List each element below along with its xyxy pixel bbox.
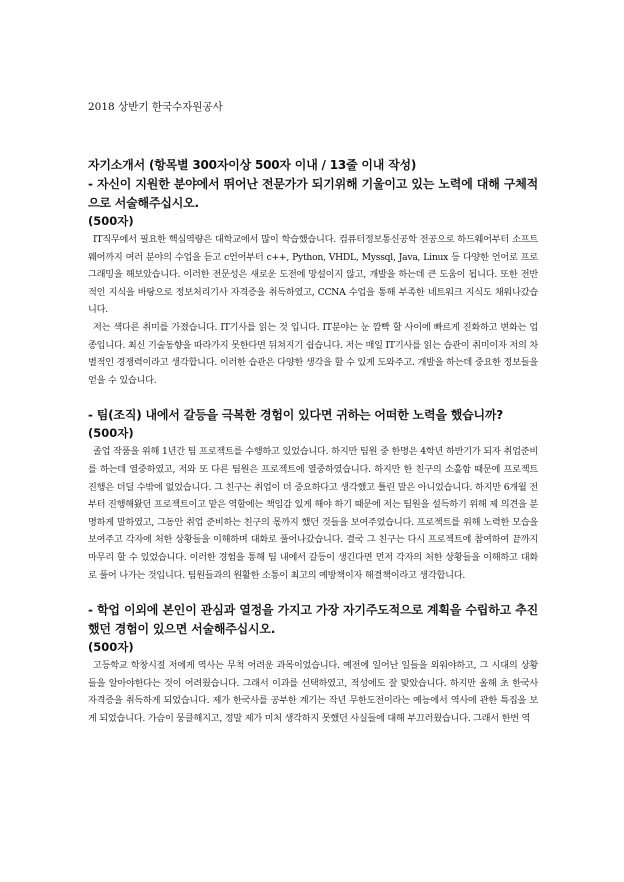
char-limit-3: (500자) bbox=[88, 640, 134, 655]
section-2 bbox=[88, 406, 538, 584]
answer-1-paragraph-2: 저는 색다른 취미를 가졌습니다. IT기사를 읽는 것 입니다. IT분야는 눈 깜빡 할 사이에 빠르게 진화하고 변화는 업종입니다. 최신 기술동향을 따라가지 못한다면 뒤쳐지기 쉽습니다. 저는 매일 IT기사를 읽는 습관이 취미이자 저의 차별적인 경쟁력이라고 생각합니다. 이러한 습관은 다양한 생각을 할 수 있게 도와주고. 개발을 하는데 중요한 정보들을 얻을 수 있습니다. bbox=[88, 321, 538, 386]
section-3 bbox=[88, 601, 538, 727]
document-header: 2018 상반기 한국수자원공사 bbox=[88, 101, 223, 113]
question-1: - 자신이 지원한 분야에서 뛰어난 전문가가 되기위해 기울이고 있는 노력에 대해 구체적으로 서술해주십시오. bbox=[88, 177, 538, 210]
question-3: - 학업 이외에 본인이 관심과 열정을 가지고 가장 자기주도적으로 계획을 수립하고 추진했던 경험이 있으면 서술해주십시오. bbox=[88, 603, 538, 637]
spacer bbox=[88, 584, 538, 601]
question-2: - 팀(조직) 내에서 갈등을 극복한 경험이 있다면 귀하는 어떠한 노력을 했습니까? bbox=[88, 408, 504, 423]
document-page bbox=[88, 100, 538, 727]
answer-3-paragraph-1: 고등학교 학창시절 저에게 역사는 무척 어려운 과목이었습니다. 예전에 일어난 일들을 외워야하고, 그 시대의 상황들을 알아야한다는 것이 어려웠습니다. 그래서 이과를 선택하였고, 적성에도 잘 맞았습니다. 하지만 올해 초 한국사 자격증을 취득하게 되었습니다. 제가 한국사를 공부한 계기는 작년 무한도전이라는 예능에서 역사에 관한 특집을 보게 되었습니다. 가슴이 뭉클해지고, 정말 제가 미처 생각하지 못했던 사실들에 대해 부끄러웠습니다. 그래서 한번 역 bbox=[88, 660, 538, 724]
section-1 bbox=[88, 175, 538, 389]
main-title: 자기소개서 (항목별 300자이상 500자 이내 / 13줄 이내 작성) bbox=[88, 158, 417, 172]
answer-1-paragraph-1: IT직무에서 필요한 핵심역량은 대학교에서 많이 학습했습니다. 컴퓨터정보통신공학 전공으로 하드웨어부터 소프트웨어까지 여러 분야의 수업을 듣고 c언어부터 c++, Python, VHDL, Myssql, Java, Linux 등 다양한 언어로 프로그래밍을 해보았습니다. 이러한 전문성은 새로운 도전에 망설이지 않고, 개발을 하는데 큰 도움이 됩니다. 또한 전반적인 지식을 바탕으로 정보처리기사 자격증을 취득하였고, CCNA 수업을 통해 부족한 네트워크 지식도 채워나갔습니다. bbox=[88, 234, 538, 316]
spacer bbox=[88, 389, 538, 406]
answer-2-paragraph-1: 졸업 작품을 위해 1년간 팀 프로젝트를 수행하고 있었습니다. 하지만 팀원 중 한명은 4학년 하반기가 되자 취업준비를 하는데 열중하였고, 저와 또 다른 팀원은 프로젝트에 열중하였습니다. 하지만 한 친구의 소홀함 때문에 프로젝트 진행은 더딜 수밖에 없었습니다. 그 친구는 취업이 더 중요하다고 생각했고 틀린 말은 아니었습니다. 하지만 6개월 전부터 진행해왔던 프로젝트이고 맡은 역할에는 책임감 있게 해야 하기 때문에 저는 팀원을 설득하기 위해 제 의견을 분명하게 말하였고, 그동안 취업 준비하는 친구의 몫까지 했던 것들을 보여주었습니다. 프로젝트를 위해 노력한 모습을 보여주고 각자에 처한 상황들을 이해하며 대화로 풀어나갔습니다. 결국 그 친구는 다시 프로젝트에 참여하여 끝까지 마무리 할 수 있었습니다. 이러한 경험을 통해 팀 내에서 갈등이 생긴다면 먼저 각자의 처한 상황들을 이해하고 대화로 풀어 나가는 것입니다. 팀원들과의 원활한 소통이 최고의 예방책이자 해결책이라고 생각합니다. bbox=[88, 446, 538, 581]
char-limit-1: (500자) bbox=[88, 214, 134, 228]
char-limit-2: (500자) bbox=[88, 426, 134, 441]
